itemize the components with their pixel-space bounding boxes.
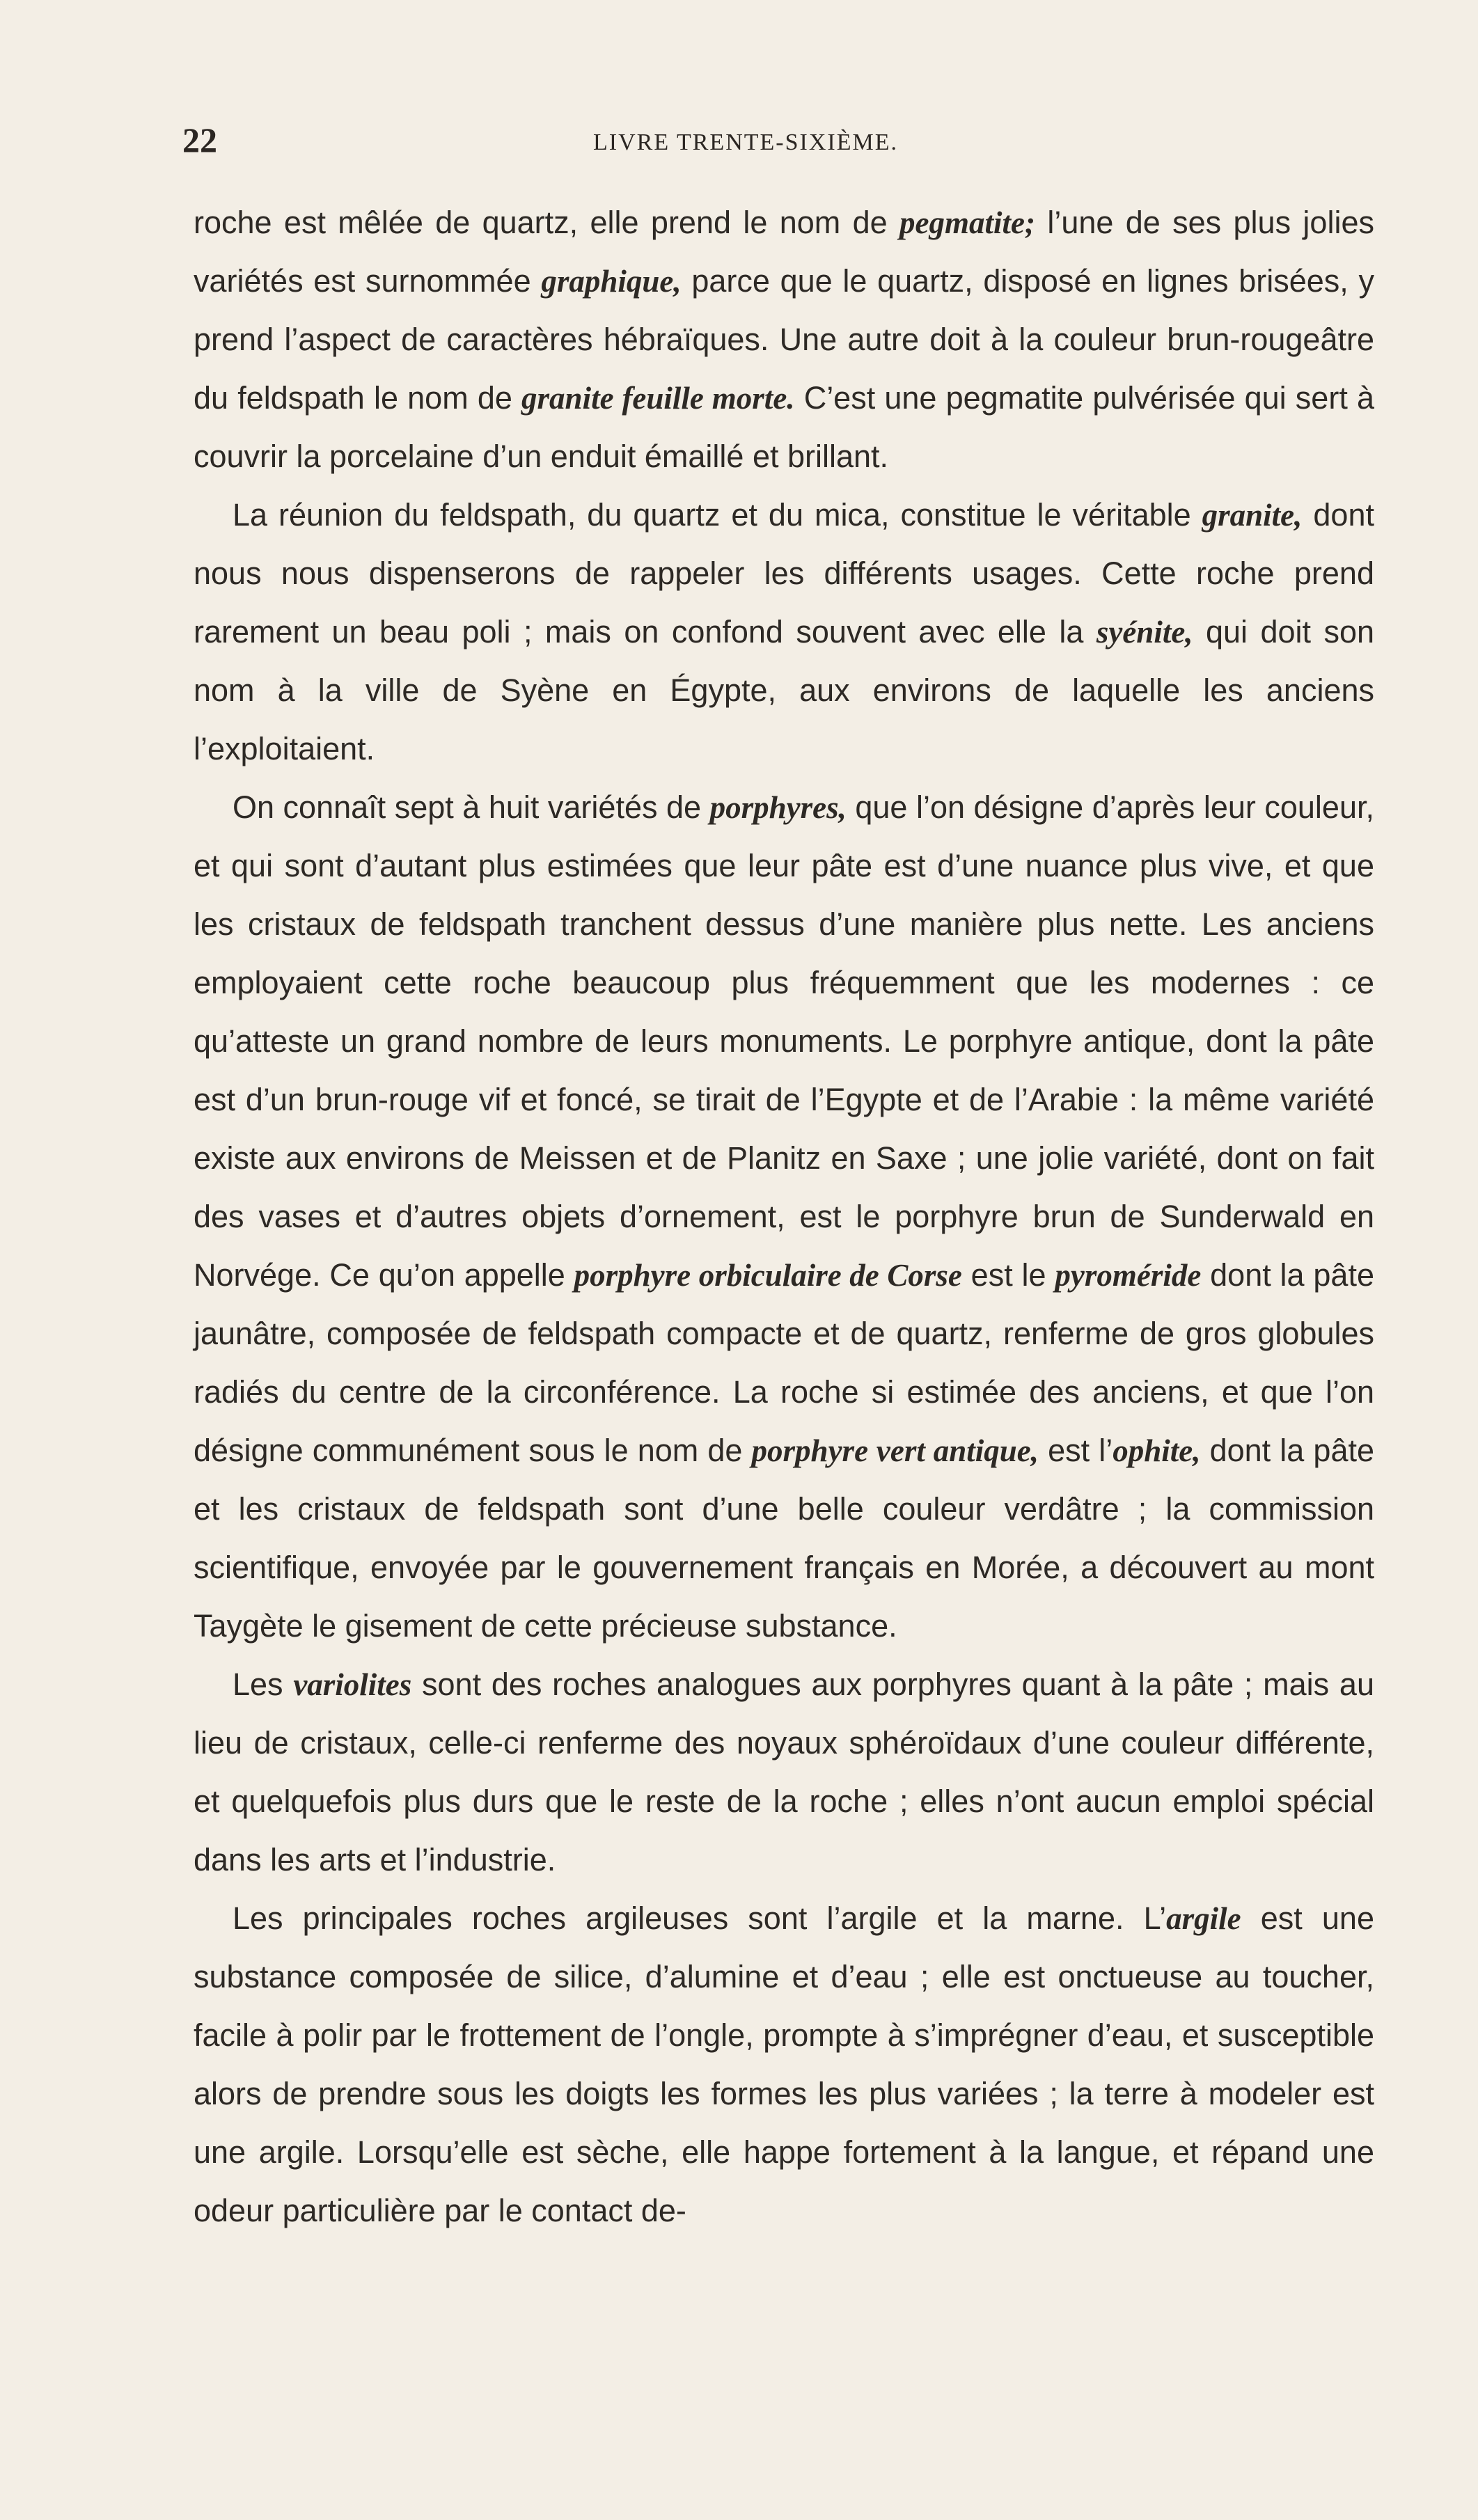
italic-term: graphique,	[541, 264, 682, 299]
paragraph	[194, 194, 1374, 486]
text-run: dont la pâte et les cristaux de feldspath sont d’une belle couleur verdâtre ; la commission scientifique, envoyée par le gouvernement français en Morée, a découvert au mont Taygète le gisement de cette précieuse substance.	[194, 1433, 1375, 1644]
text-run: dont la pâte jaunâtre, composée de feldspath compacte et de quartz, renferme de gros globules radiés du centre de la circonférence. La roche si estimée des anciens, et que l’on désigne communément sous le nom de	[194, 1257, 1374, 1468]
text-run: roche est mêlée de quartz, elle prend le nom de	[194, 205, 900, 240]
text-run: est le	[961, 1257, 1055, 1293]
text-run: C’est une pegmatite pulvérisée qui sert à couvrir la porcelaine d’un enduit émaillé et brillant.	[194, 380, 1374, 474]
italic-term: pyroméride	[1055, 1258, 1202, 1293]
italic-term: argile	[1166, 1901, 1241, 1936]
text-run: l’une de ses plus jolies variétés est surnommée	[194, 205, 1374, 299]
text-run: est l’	[1039, 1433, 1113, 1468]
italic-term: granite,	[1202, 498, 1303, 533]
paragraph	[194, 778, 1374, 1655]
text-run: dont nous nous dispenserons de rappeler les différents usages. Cette roche prend rarement un beau poli ; mais on confond souvent avec elle la	[194, 497, 1374, 649]
text-run: qui doit son nom à la ville de Syène en Égypte, aux environs de laquelle les anciens l’exploitaient.	[194, 614, 1375, 766]
paragraph	[194, 1655, 1374, 1889]
page-number: 22	[182, 120, 217, 159]
text-run: parce que le quartz, disposé en lignes brisées, y prend l’aspect de caractères hébraïques. Une autre doit à la couleur brun-rougeâtre du feldspath le nom de	[194, 263, 1374, 416]
paragraph	[194, 486, 1374, 778]
running-head: LIVRE TRENTE-SIXIÈME.	[593, 129, 898, 155]
italic-term: ophite,	[1113, 1433, 1201, 1468]
text-run: Les	[233, 1667, 294, 1702]
italic-term: porphyre orbiculaire de Corse	[574, 1258, 962, 1293]
page-header	[182, 120, 1394, 162]
italic-term: variolites	[293, 1667, 412, 1702]
text-run: que l’on désigne d’après leur couleur, et qui sont d’autant plus estimées que leur pâte est d’une nuance plus vive, et que les cristaux de feldspath tranchent dessus d’une manière plus nette. Les anciens employaient cette roche beaucoup plus fréquemment que les modernes : ce qu’atteste un grand nombre de leurs monuments. Le porphyre antique, dont la pâte est d’un brun-rouge vif et foncé, se tirait de l’Egypte et de l’Arabie : la même variété existe aux environs de Meissen et de Planitz en Saxe ; une jolie variété, dont on fait des vases et d’autres objets d’ornement, est le porphyre brun de Sunderwald en Norvége. Ce qu’on appelle	[194, 789, 1374, 1293]
text-run: sont des roches analogues aux porphyres quant à la pâte ; mais au lieu de cristaux, celle-ci renferme des noyaux sphéroïdaux d’une couleur différente, et quelquefois plus durs que le reste de la roche ; elles n’ont aucun emploi spécial dans les arts et l’industrie.	[194, 1667, 1374, 1877]
italic-term: porphyre vert antique,	[751, 1433, 1039, 1468]
text-run: est une substance composée de silice, d’alumine et d’eau ; elle est onctueuse au toucher, facile à polir par le frottement de l’ongle, prompte à s’imprégner d’eau, et susceptible alors de prendre sous les doigts les formes les plus variées ; la terre à modeler est une argile. Lorsqu’elle est sèche, elle happe fortement à la langue, et répand une odeur particulière par le contact de-	[194, 1900, 1374, 2228]
text-run: La réunion du feldspath, du quartz et du mica, constitue le véritable	[233, 497, 1202, 533]
italic-term: granite feuille morte.	[521, 381, 795, 416]
italic-term: porphyres,	[709, 790, 847, 825]
text-run: On connaît sept à huit variétés de	[233, 789, 710, 825]
italic-term: syénite,	[1096, 615, 1193, 649]
body-text	[194, 194, 1374, 2240]
text-run: Les principales roches argileuses sont l’argile et la marne. L’	[233, 1900, 1167, 1936]
italic-term: pegmatite;	[899, 205, 1035, 240]
paragraph	[194, 1889, 1374, 2240]
